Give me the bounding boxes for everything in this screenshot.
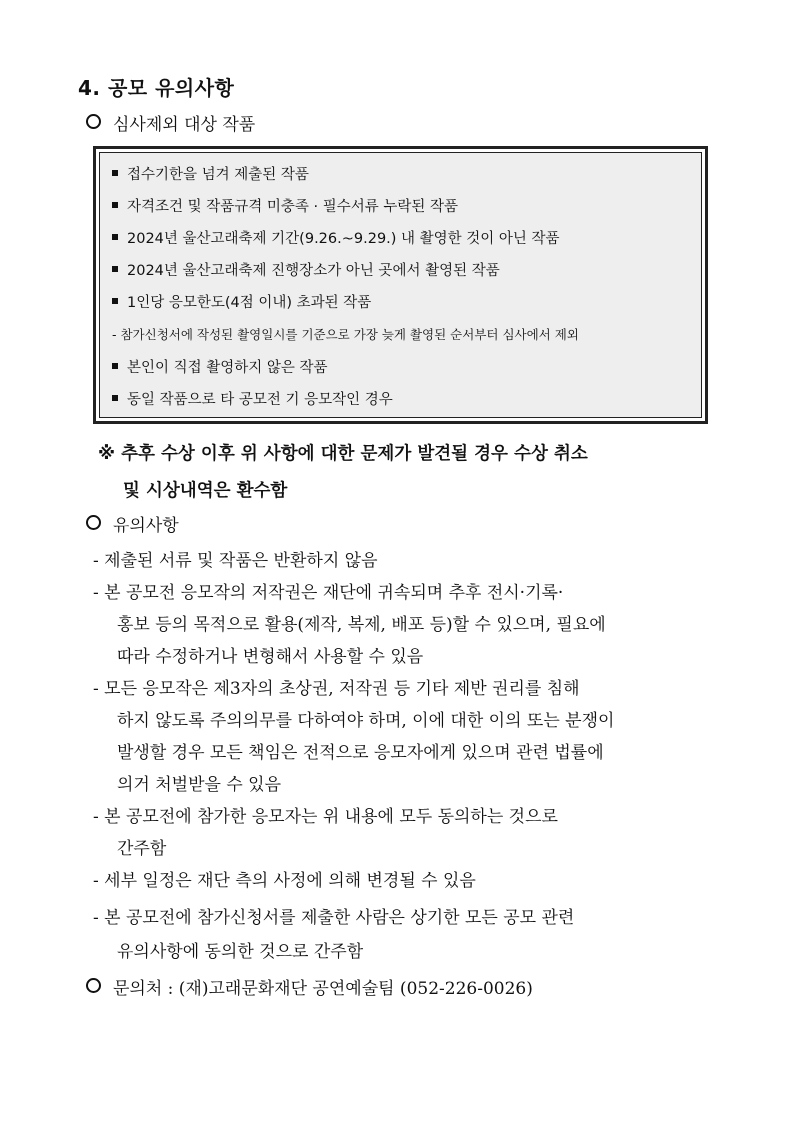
hollow-circle-icon (86, 515, 101, 530)
precaution-line: - 제출된 서류 및 작품은 반환하지 않음 (93, 551, 378, 571)
contact-line (86, 974, 533, 999)
precaution-line: 홍보 등의 목적으로 활용(제작, 복제, 배포 등)할 수 있으며, 필요에 (117, 615, 606, 635)
precaution-line: - 본 공모전 응모작의 저작권은 재단에 귀속되며 추후 전시·기록· (93, 583, 564, 603)
exclusion-title: 심사제외 대상 작품 (113, 115, 256, 135)
square-bullet-icon (112, 234, 118, 240)
box-item: 2024년 울산고래축제 진행장소가 아닌 곳에서 촬영된 작품 (112, 259, 500, 280)
precaution-line: 의거 처벌받을 수 있음 (117, 775, 282, 795)
precaution-line: - 모든 응모작은 제3자의 초상권, 저작권 등 기타 제반 권리를 침해 (93, 679, 580, 699)
contact-text: 문의처 : (재)고래문화재단 공연예술팀 (052-226-0026) (113, 979, 533, 999)
square-bullet-icon (112, 170, 118, 176)
precaution-line: 따라 수정하거나 변형해서 사용할 수 있음 (117, 647, 424, 667)
square-bullet-icon (112, 266, 118, 272)
exclusion-title-line (86, 110, 255, 135)
hollow-circle-icon (86, 978, 101, 993)
square-bullet-icon (112, 363, 118, 369)
precaution-line: 유의사항에 동의한 것으로 간주함 (117, 942, 364, 962)
warning-note-line2: 및 시상내역은 환수함 (123, 481, 288, 501)
warning-note-line1: ※ 추후 수상 이후 위 사항에 대한 문제가 발견될 경우 수상 취소 (98, 444, 588, 464)
precautions-title: 유의사항 (113, 516, 179, 536)
precaution-line: 하지 않도록 주의의무를 다하여야 하며, 이에 대한 이의 또는 분쟁이 (117, 711, 615, 731)
box-item: 접수기한을 넘겨 제출된 작품 (112, 163, 309, 184)
box-item: 2024년 울산고래축제 기간(9.26.~9.29.) 내 촬영한 것이 아닌 작품 (112, 227, 560, 248)
exclusion-box (93, 146, 708, 424)
box-item: 동일 작품으로 타 공모전 기 응모작인 경우 (112, 388, 393, 409)
precaution-line: - 세부 일정은 재단 측의 사정에 의해 변경될 수 있음 (93, 871, 476, 891)
section-heading: 4. 공모 유의사항 (78, 76, 235, 100)
square-bullet-icon (112, 395, 118, 401)
square-bullet-icon (112, 202, 118, 208)
box-item: 자격조건 및 작품규격 미충족 · 필수서류 누락된 작품 (112, 195, 458, 216)
hollow-circle-icon (86, 114, 101, 129)
precaution-line: - 본 공모전에 참가한 응모자는 위 내용에 모두 동의하는 것으로 (93, 807, 558, 827)
precautions-title-line (86, 511, 179, 536)
box-item: 본인이 직접 촬영하지 않은 작품 (112, 356, 328, 377)
square-bullet-icon (112, 298, 118, 304)
precaution-line: 간주함 (117, 839, 167, 859)
precaution-line: - 본 공모전에 참가신청서를 제출한 사람은 상기한 모든 공모 관련 (93, 908, 575, 928)
precaution-line: 발생할 경우 모든 책임은 전적으로 응모자에게 있으며 관련 법률에 (117, 743, 604, 763)
box-sub-note: - 참가신청서에 작성된 촬영일시를 기준으로 가장 늦게 촬영된 순서부터 심사에서 제외 (112, 327, 579, 342)
box-item: 1인당 응모한도(4점 이내) 초과된 작품 (112, 291, 371, 312)
